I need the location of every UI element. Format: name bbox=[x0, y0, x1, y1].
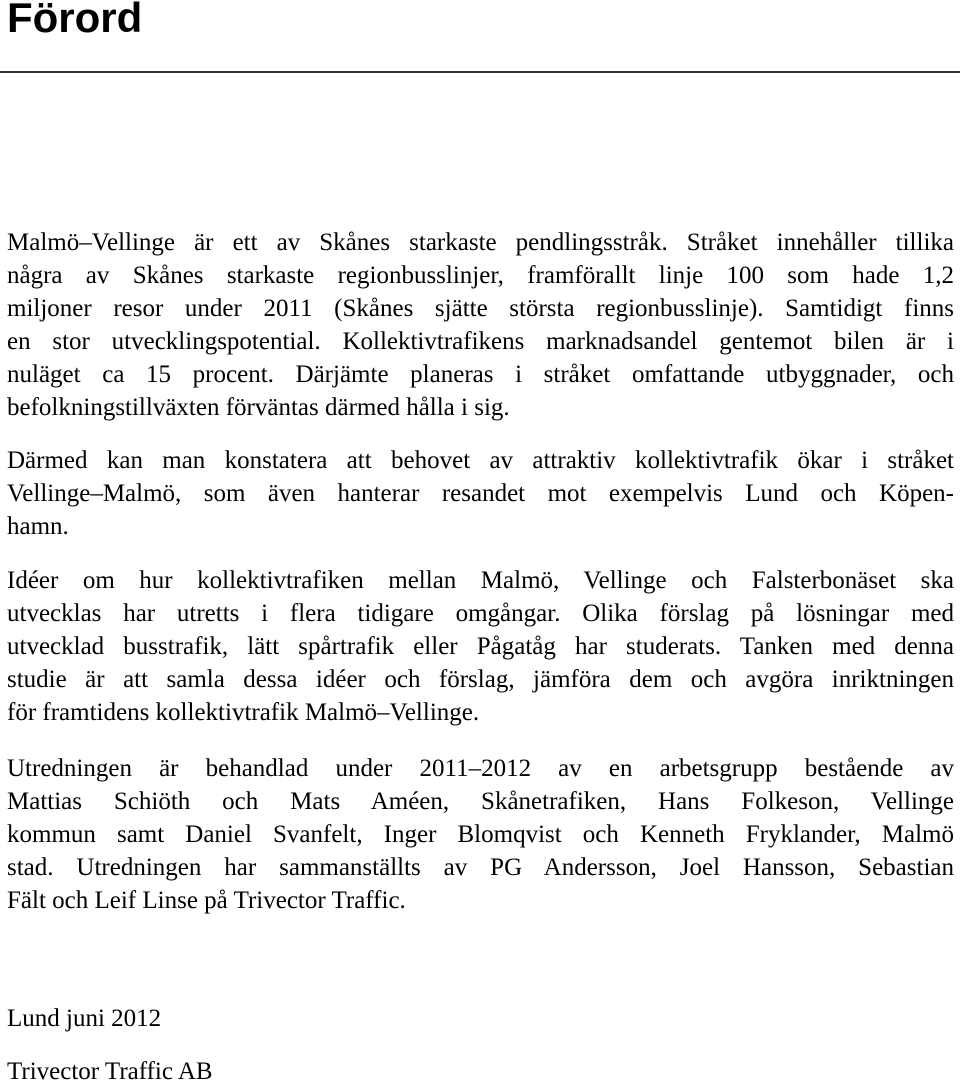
text-line: för framtidens kollektivtrafik Malmö–Vellinge. bbox=[7, 699, 480, 726]
place-date: Lund juni 2012 bbox=[7, 1005, 162, 1032]
title-divider bbox=[0, 71, 960, 73]
text-line: Därmed kan man konstatera att behovet av attraktiv kollektivtrafik ökar i stråket bbox=[7, 447, 954, 474]
text-line: Fält och Leif Linse på Trivector Traffic. bbox=[7, 887, 406, 914]
organization-name: Trivector Traffic AB bbox=[7, 1058, 213, 1085]
text-line: Mattias Schiöth och Mats Améen, Skånetrafiken, Hans Folkeson, Vellinge bbox=[7, 788, 954, 815]
text-line: nuläget ca 15 procent. Därjämte planeras i stråket omfattande utbyggnader, och bbox=[7, 361, 954, 388]
text-line: Idéer om hur kollektivtrafiken mellan Malmö, Vellinge och Falsterbonäset ska bbox=[7, 567, 954, 594]
text-line: studie är att samla dessa idéer och förslag, jämföra dem och avgöra inriktningen bbox=[7, 666, 954, 693]
text-line: utvecklad busstrafik, lätt spårtrafik eller Pågatåg har studerats. Tanken med denna bbox=[7, 633, 954, 660]
text-line: befolkningstillväxten förväntas därmed hålla i sig. bbox=[7, 394, 510, 421]
paragraph-ideas bbox=[7, 564, 954, 729]
text-line: utvecklas har utretts i flera tidigare omgångar. Olika förslag på lösningar med bbox=[7, 600, 954, 627]
text-line: stad. Utredningen har sammanställts av PG Andersson, Joel Hansson, Sebastian bbox=[7, 854, 954, 881]
text-line: Vellinge–Malmö, som även hanterar resandet mot exempelvis Lund och Köpen- bbox=[7, 480, 954, 507]
text-line: hamn. bbox=[7, 513, 69, 540]
page-title: Förord bbox=[7, 0, 143, 41]
text-line: Malmö–Vellinge är ett av Skånes starkaste pendlingsstråk. Stråket innehåller tillika bbox=[7, 229, 954, 256]
text-line: Utredningen är behandlad under 2011–2012 av en arbetsgrupp bestående av bbox=[7, 755, 954, 782]
text-line: en stor utvecklingspotential. Kollektivtrafikens marknadsandel gentemot bilen är i bbox=[7, 328, 954, 355]
paragraph-need bbox=[7, 444, 954, 543]
paragraph-intro bbox=[7, 226, 954, 424]
text-line: några av Skånes starkaste regionbusslinjer, framförallt linje 100 som hade 1,2 bbox=[7, 262, 954, 289]
text-line: kommun samt Daniel Svanfelt, Inger Blomqvist och Kenneth Fryklander, Malmö bbox=[7, 821, 954, 848]
text-line: miljoner resor under 2011 (Skånes sjätte största regionbusslinje). Samtidigt finns bbox=[7, 295, 954, 322]
paragraph-team bbox=[7, 752, 954, 917]
